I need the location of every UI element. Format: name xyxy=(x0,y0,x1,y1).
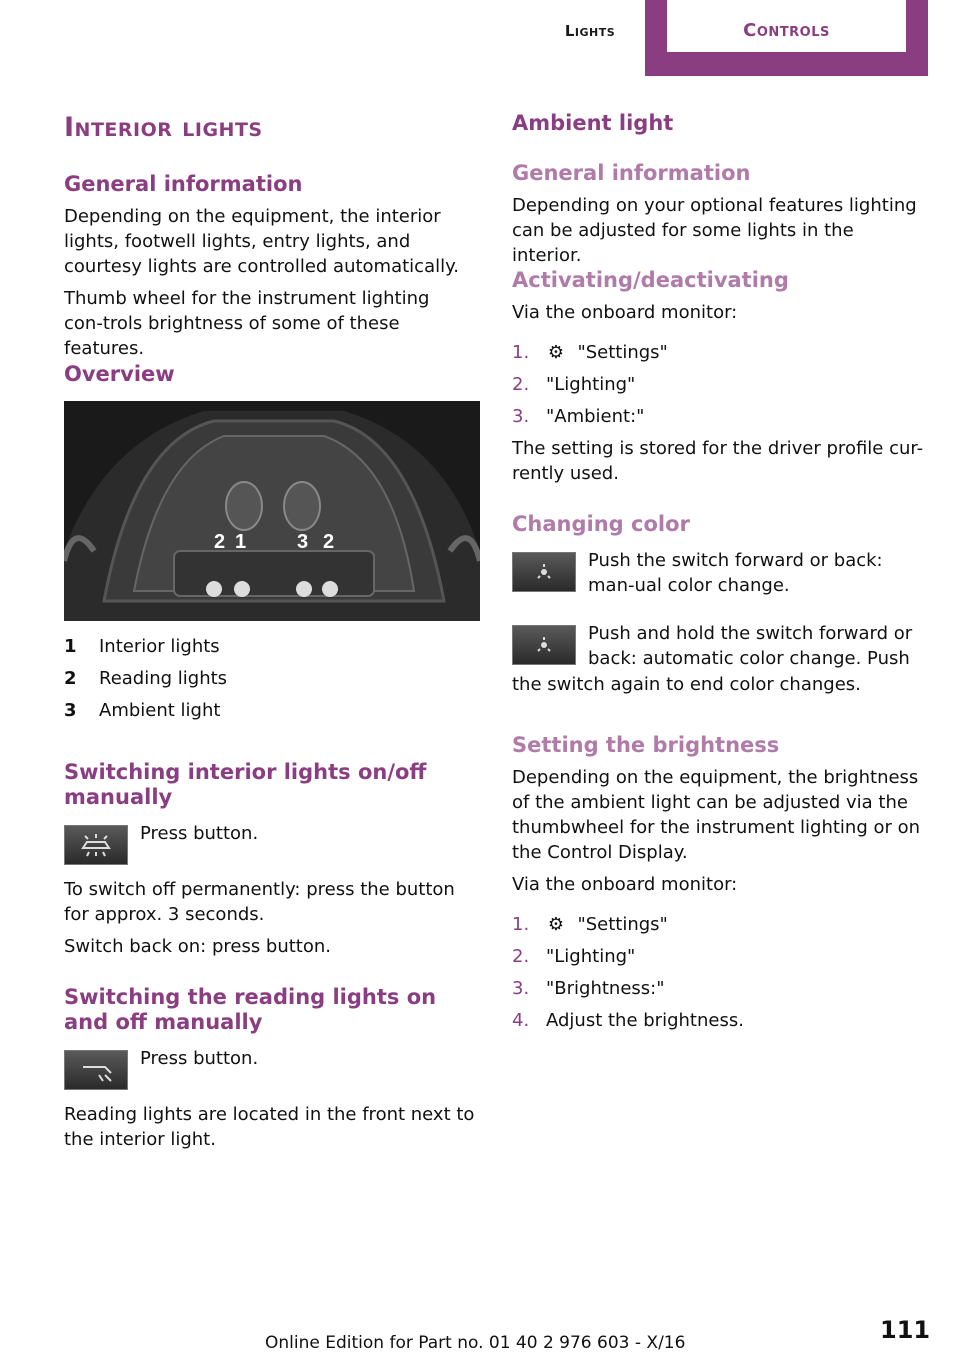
brightness-step: 2. "Lighting" xyxy=(512,946,636,967)
color-paragraph-2c: the switch again to end color changes. xyxy=(512,674,861,695)
general-info-paragraph: Depending on the equipment, the interior lights, footwell lights, entry lights, and courtesy lights are controlled automatically. xyxy=(64,206,459,277)
page-number: 111 xyxy=(880,1316,931,1344)
reading-location-paragraph: Reading lights are located in the front next to the interior light. xyxy=(64,1104,475,1150)
legend-number: 3 xyxy=(64,700,77,721)
changing-color-heading: Changing color xyxy=(512,512,690,536)
page-title: Interior lights xyxy=(64,112,263,143)
switch-interior-heading: Switching interior lights on/off manually xyxy=(64,760,427,809)
activating-via: Via the onboard monitor: xyxy=(512,302,738,323)
activating-step: 3. "Ambient:" xyxy=(512,406,645,427)
switch-back-paragraph: Switch back on: press button. xyxy=(64,936,332,957)
legend-text: Reading lights xyxy=(99,668,228,689)
photo-label-2-left: 2 xyxy=(214,531,226,553)
header-tab-label: Controls xyxy=(743,20,830,41)
thumb-wheel-paragraph: Thumb wheel for the instrument lighting con-trols brightness of some of these features. xyxy=(64,288,430,359)
legend-number: 1 xyxy=(64,636,77,657)
color-paragraph-1: Push the switch forward or back: man-ual color change. xyxy=(588,550,883,596)
legend-text: Interior lights xyxy=(99,636,220,657)
activating-step: 2. "Lighting" xyxy=(512,374,636,395)
header-section-label: Lights xyxy=(564,22,616,40)
header-tab xyxy=(645,0,928,76)
gear-icon: ⚙ xyxy=(547,914,565,935)
activating-step: 1. ⚙ "Settings" xyxy=(512,342,668,363)
switch-interior-press: Press button. xyxy=(140,823,259,844)
color-paragraph-2b: back: automatic color change. Push xyxy=(588,648,910,669)
photo-label-3: 3 xyxy=(297,531,309,553)
legend-item xyxy=(64,698,480,723)
switch-interior-paragraph: To switch off permanently: press the button for approx. 3 seconds. xyxy=(64,879,455,925)
gear-icon: ⚙ xyxy=(547,342,565,363)
brightness-step: 4. Adjust the brightness. xyxy=(512,1010,744,1031)
brightness-heading: Setting the brightness xyxy=(512,733,780,757)
legend-text: Ambient light xyxy=(99,700,221,721)
brightness-via: Via the onboard monitor: xyxy=(512,874,738,895)
ambient-switch-icon xyxy=(512,552,576,592)
ambient-heading: Ambient light xyxy=(512,111,674,135)
overhead-console-illustration xyxy=(64,401,480,621)
overview-photo xyxy=(64,401,480,621)
activating-note: The setting is stored for the driver profile cur-rently used. xyxy=(512,438,924,484)
brightness-paragraph: Depending on the equipment, the brightness of the ambient light can be adjusted via the thumbwheel for the instrument lighting or on the Control Display. xyxy=(512,767,921,863)
interior-light-button-icon xyxy=(64,825,128,865)
brightness-step: 3. "Brightness:" xyxy=(512,978,665,999)
reading-light-button-icon xyxy=(64,1050,128,1090)
ambient-switch-icon xyxy=(512,625,576,665)
legend-item xyxy=(64,634,480,659)
general-info-heading: General information xyxy=(64,172,303,196)
activating-heading: Activating/deactivating xyxy=(512,268,789,292)
brightness-step: 1. ⚙ "Settings" xyxy=(512,914,668,935)
switch-reading-press: Press button. xyxy=(140,1048,259,1069)
overview-heading: Overview xyxy=(64,362,175,386)
photo-label-1: 1 xyxy=(235,531,247,553)
photo-label-2-right: 2 xyxy=(323,531,335,553)
footer-edition: Online Edition for Part no. 01 40 2 976 603 - X/16 xyxy=(265,1333,686,1353)
legend-item xyxy=(64,666,480,691)
switch-reading-heading: Switching the reading lights on and off manually xyxy=(64,985,437,1034)
ambient-general-paragraph: Depending on your optional features lighting can be adjusted for some lights in the interior. xyxy=(512,195,917,266)
color-paragraph-2a: Push and hold the switch forward or xyxy=(588,623,913,644)
legend-number: 2 xyxy=(64,668,77,689)
ambient-general-heading: General information xyxy=(512,161,751,185)
